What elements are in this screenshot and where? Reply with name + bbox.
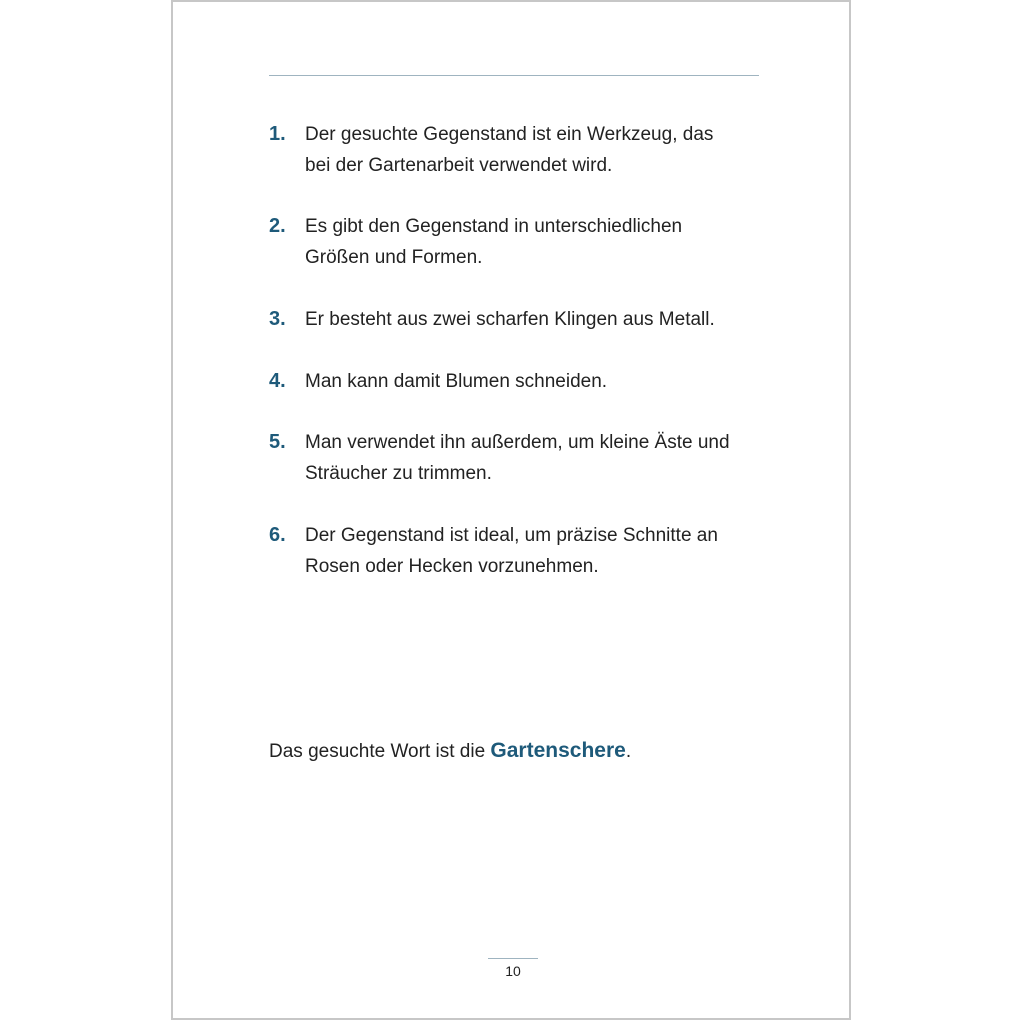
answer-word: Gartenschere (490, 739, 626, 762)
clue-text: Der gesuchte Gegenstand ist ein Werkzeug, das bei der Gartenarbeit verwendet wird. (305, 124, 714, 176)
clue-item-4 (269, 366, 769, 397)
clue-number: 1. (269, 123, 286, 145)
clue-number: 2. (269, 215, 286, 237)
clue-item-2 (269, 211, 769, 273)
clue-text: Es gibt den Gegenstand in unterschiedlichen Größen und Formen. (305, 216, 683, 268)
clue-text: Man verwendet ihn außerdem, um kleine Äste und Sträucher zu trimmen. (305, 432, 730, 484)
answer-suffix: . (625, 741, 632, 762)
clue-item-6 (269, 520, 769, 582)
clue-text: Man kann damit Blumen schneiden. (305, 371, 608, 392)
page-number: 10 (505, 963, 521, 979)
clue-number: 6. (269, 524, 286, 546)
clue-item-3 (269, 304, 769, 335)
clue-number: 3. (269, 308, 286, 330)
answer-sentence (269, 734, 769, 769)
clue-item-5 (269, 427, 769, 489)
clue-text: Er besteht aus zwei scharfen Klingen aus Metall. (305, 309, 715, 330)
header-rule (269, 75, 759, 76)
clue-text: Der Gegenstand ist ideal, um präzise Schnitte an Rosen oder Hecken vorzunehmen. (305, 525, 718, 577)
clue-item-1 (269, 119, 769, 181)
clue-number: 4. (269, 370, 286, 392)
clue-number: 5. (269, 431, 286, 453)
book-page (171, 0, 851, 1020)
answer-prefix: Das gesuchte Wort ist die (269, 741, 491, 762)
footer-rule (488, 958, 538, 959)
